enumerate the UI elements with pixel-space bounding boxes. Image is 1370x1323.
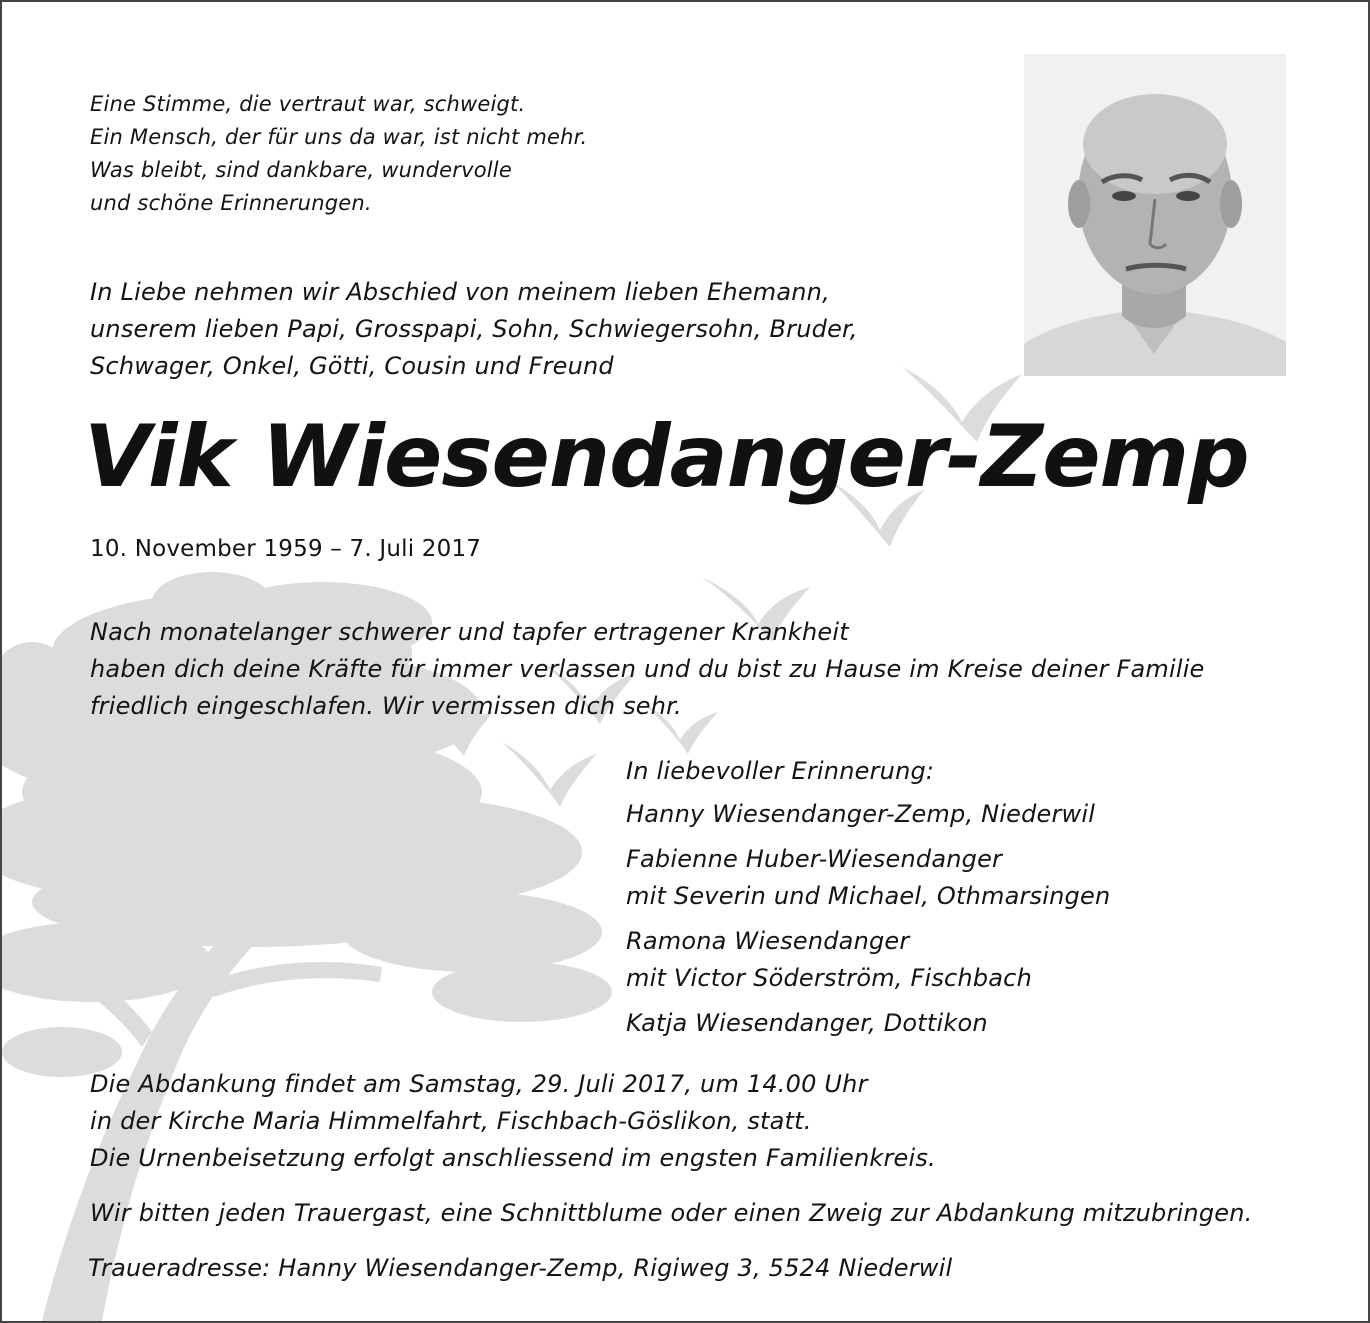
family-member-group: [626, 923, 1110, 997]
intro-line: In Liebe nehmen wir Abschied von meinem lieben Ehemann,: [90, 278, 830, 306]
family-member: mit Severin und Michael, Othmarsingen: [626, 882, 1111, 910]
intro-line: unserem lieben Papi, Grosspapi, Sohn, Schwiegersohn, Bruder,: [90, 315, 858, 343]
service-line: Die Urnenbeisetzung erfolgt anschliessend im engsten Familienkreis.: [90, 1144, 936, 1172]
service-line: Die Abdankung findet am Samstag, 29. Juli 2017, um 14.00 Uhr: [90, 1070, 868, 1098]
family-member: mit Victor Söderström, Fischbach: [626, 964, 1032, 992]
flower-request: Wir bitten jeden Trauergast, eine Schnittblume oder einen Zweig zur Abdankung mitzubringen.: [90, 1199, 1253, 1227]
portrait-photo-icon: [1024, 54, 1286, 376]
verse-line: und schöne Erinnerungen.: [90, 191, 372, 215]
verse-line: Eine Stimme, die vertraut war, schweigt.: [90, 92, 526, 116]
family-member-group: [626, 1005, 1110, 1042]
family-member: Katja Wiesendanger, Dottikon: [626, 1009, 988, 1037]
portrait-image: [1024, 54, 1286, 376]
message-line: friedlich eingeschlafen. Wir vermissen dich sehr.: [90, 692, 682, 720]
death-message: [90, 614, 1205, 725]
farewell-intro: [90, 274, 858, 385]
family-member: Hanny Wiesendanger-Zemp, Niederwil: [626, 800, 1096, 828]
family-member: Ramona Wiesendanger: [626, 927, 910, 955]
poem-verse: [90, 88, 587, 220]
verse-line: Ein Mensch, der für uns da war, ist nicht mehr.: [90, 125, 588, 149]
message-line: haben dich deine Kräfte für immer verlassen und du bist zu Hause im Kreise deiner Familie: [90, 655, 1205, 683]
verse-line: Was bleibt, sind dankbare, wundervolle: [90, 158, 512, 182]
service-info: [90, 1066, 936, 1177]
family-list: [626, 752, 1110, 1050]
mourning-address: Traueradresse: Hanny Wiesendanger-Zemp, Rigiweg 3, 5524 Niederwil: [88, 1254, 953, 1282]
family-heading: In liebevoller Erinnerung:: [626, 757, 935, 785]
message-line: Nach monatelanger schwerer und tapfer ertragener Krankheit: [90, 618, 849, 646]
service-line: in der Kirche Maria Himmelfahrt, Fischbach-Göslikon, statt.: [90, 1107, 812, 1135]
intro-line: Schwager, Onkel, Götti, Cousin und Freund: [90, 352, 614, 380]
family-member-group: [626, 841, 1110, 915]
family-member-group: [626, 796, 1110, 833]
family-member: Fabienne Huber-Wiesendanger: [626, 845, 1003, 873]
deceased-name: Vik Wiesendanger-Zemp: [84, 407, 1249, 507]
life-dates: 10. November 1959 – 7. Juli 2017: [90, 536, 482, 562]
